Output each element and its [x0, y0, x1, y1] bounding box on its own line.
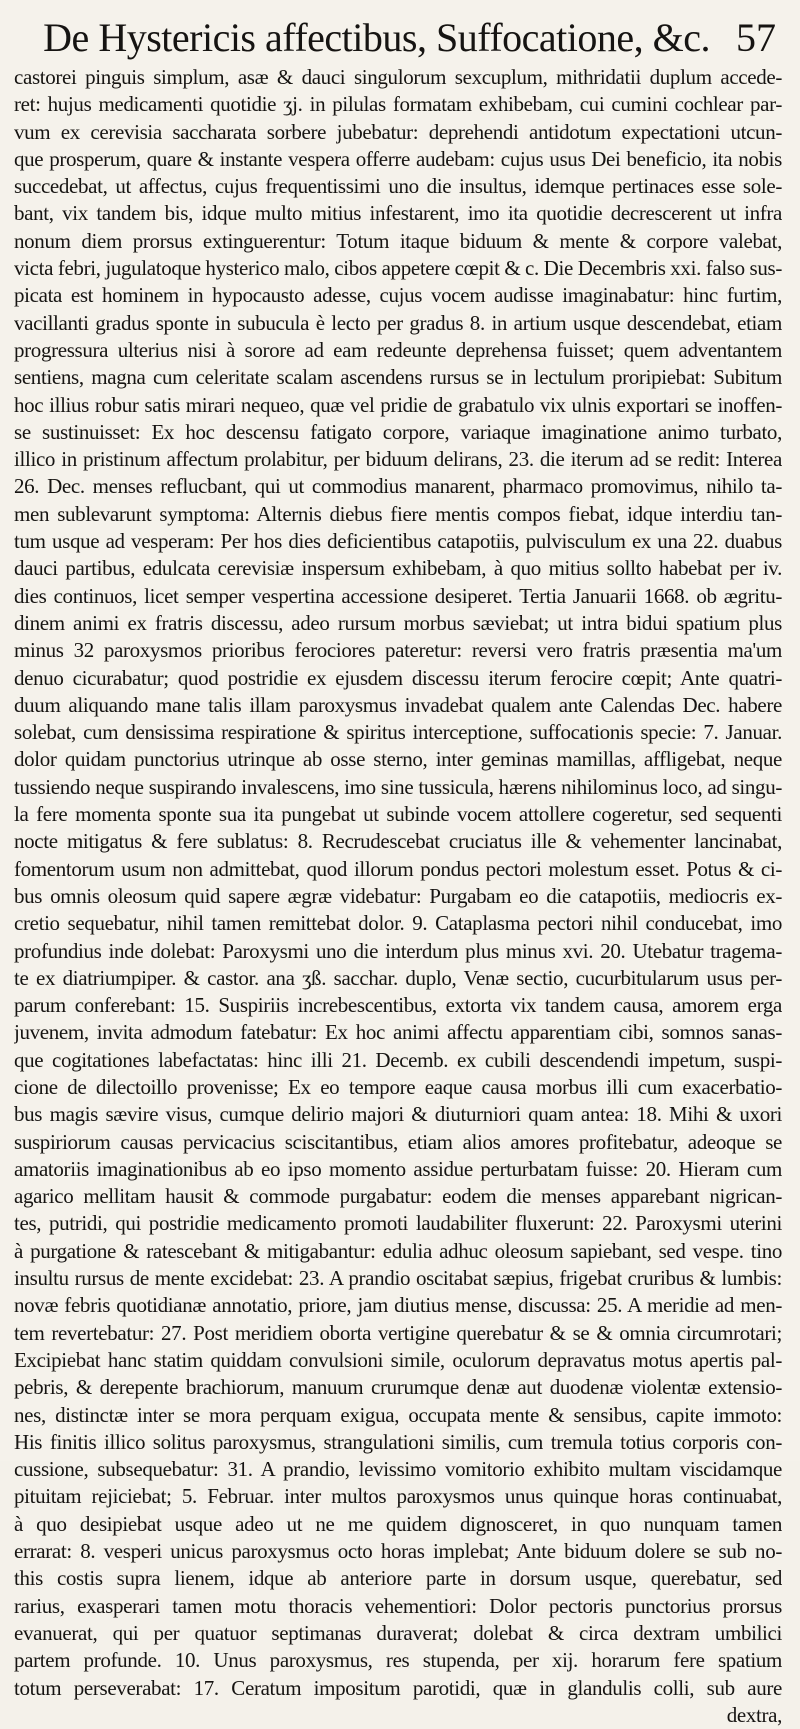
text-line: se sustinuisset: Ex hoc descensu fatigato corpore, variaque imaginatione animo turbato,: [14, 419, 782, 444]
text-line: que cogitationes labefactatas: hinc illi 21. Decemb. ex cubili descendendi impetum, suspi-: [14, 1047, 782, 1072]
text-line: cretio sequebatur, nihil tamen remittebat dolor. 9. Cataplasma pectori nihil conducebat, imo: [14, 911, 782, 936]
text-line: illico in pristinum affectum prolabitur, per biduum delirans, 23. die iterum ad se redit: Interea: [14, 447, 782, 472]
text-line: dauci partibus, edulcata cerevisiæ inspersum exhibebam, à quo mitius sollto habebat per iv.: [14, 556, 782, 581]
text-line: tum usque ad vesperam: Per hos dies deficientibus catapotiis, pulvisculum ex una 22. duabus: [14, 529, 782, 554]
text-line: castorei pinguis simplum, asæ & dauci singulorum sexcuplum, mithridatii duplum accede-: [14, 65, 782, 89]
text-line: picata est hominem in hypocausto adesse, cujus vocem audisse imaginabatur: hinc furtim,: [14, 283, 782, 308]
text-line: profundius inde dolebat: Paroxysmi uno die interdum plus minus xvi. 20. Utebatur tragema-: [14, 938, 782, 963]
page-header: [14, 14, 782, 64]
text-line: à quo desipiebat usque adeo ut ne me quidem dignosceret, in quo nunquam tamen: [14, 1511, 782, 1536]
text-line: nonum diem prorsus extinguerentur: Totum itaque biduum & mente & corpore valebat,: [14, 228, 782, 253]
text-line: parum conferebant: 15. Suspiriis increbescentibus, extorta vix tandem causa, amorem erga: [14, 993, 782, 1018]
text-line: tem revertebatur: 27. Post meridiem oborta vertigine querebatur & se & omnia circumrotari;: [14, 1320, 782, 1345]
text-line: denuo cicurabatur; quod postridie ex ejusdem discessu iterum ferocire cœpit; Ante quatri-: [14, 665, 782, 690]
text-line: succedebat, ut affectus, cujus frequentissimi uno die insultus, idemque pertinaces esse sole-: [14, 174, 782, 199]
text-line: bus omnis oleosum quid sapere ægræ videbatur: Purgabam eo die catapotiis, mediocris ex-: [14, 883, 782, 908]
text-line: minus 32 paroxysmos prioribus ferociores pateretur: reversi vero fratris præsentia ma'um: [14, 638, 782, 663]
body-text: [14, 64, 782, 1729]
text-line: que prosperum, quare & instante vespera offerre audebam: cujus usus Dei beneficio, ita nobis: [14, 146, 782, 171]
text-line: agarico mellitam hausit & commode purgabatur: eodem die menses apparebant nigrican-: [14, 1184, 782, 1209]
text-line: pebris, & derepente brachiorum, manuum crurumque denæ aut duodenæ violentæ extensio-: [14, 1375, 782, 1400]
text-line: la fere momenta sponte sua ita pungebat ut subinde vocem attollere cogeretur, sed sequenti: [14, 802, 782, 827]
text-line: te ex diatriumpiper. & castor. ana ʒß. sacchar. duplo, Venæ sectio, cucurbitularum usus per-: [14, 965, 782, 990]
text-line: solebat, cum densissima respiratione & spiritus interceptione, suffocationis specie: 7. Januar.: [14, 720, 782, 745]
text-line: progressura ulterius nisi à sorore ad eam redeunte deprehensa fuisset; quem adventantem: [14, 337, 782, 362]
text-line: His finitis illico solitus paroxysmus, strangulationi similis, cum tremula totius corporis con-: [14, 1429, 782, 1454]
text-line: sentiens, magna cum celeritate scalam ascendens rursus se in lectulum proripiebat: Subitum: [14, 365, 782, 390]
text-line: cione de dilectoillo provenisse; Ex eo tempore eaque causa morbus illi cum exacerbatio-: [14, 1074, 782, 1099]
text-line: hoc illius robur satis mirari nequeo, quæ vel pridie de grabatulo vix ulnis exportari se inoffen-: [14, 392, 782, 417]
text-line: totum perseverabat: 17. Ceratum impositum parotidi, quæ in glandulis colli, sub aure: [14, 1675, 782, 1700]
text-line: tussiendo neque suspirando invalescens, imo sine tussicula, hærens nihilominus loco, ad singu-: [14, 774, 782, 799]
text-line: ret: hujus medicamenti quotidie ʒj. in pilulas formatam exhibebam, cui cumini cochlear par-: [14, 92, 782, 117]
text-line: bus magis sævire visus, cumque delirio majori & diuturniori quam antea: 18. Mihi & uxori: [14, 1102, 782, 1127]
text-line: insultu rursus de mente excidebat: 23. A prandio oscitabat sæpius, frigebat cruribus & lumbis:: [14, 1266, 782, 1291]
text-line: nes, distinctæ inter se mora perquam exigua, occupata mente & sensibus, capite immoto:: [14, 1402, 782, 1427]
text-line: cussione, subsequebatur: 31. A prandio, levissimo vomitorio exhibito multam viscidamque: [14, 1457, 782, 1482]
text-line: juvenem, invita admodum fatebatur: Ex hoc animi affectu apparentiam cibi, somnos sanas-: [14, 1020, 782, 1045]
text-line: Excipiebat hanc statim quiddam convulsioni simile, oculorum depravatus motus apertis pal-: [14, 1347, 782, 1372]
text-line: bant, vix tandem bis, idque multo mitius infestarent, imo ita quotidie decrescerent ut infra: [14, 201, 782, 226]
text-line: men sublevarunt symptoma: Alternis diebus fiere mentis compos fiebat, idque interdiu tan-: [14, 501, 782, 526]
page-number: 57: [736, 15, 776, 60]
text-line: suspiriorum causas pervicacius sciscitantibus, etiam alios amores profitebatur, adeoque se: [14, 1129, 782, 1154]
text-line: nocte mitigatus & fere sublatus: 8. Recrudescebat cruciatus ille & vehementer lancinabat,: [14, 829, 782, 854]
text-line: à purgatione & ratescebant & mitigabantur: edulia adhuc oleosum sapiebant, sed vespe. tino: [14, 1238, 782, 1263]
text-line: 26. Dec. menses reflucbant, qui ut commodius manarent, pharmaco promovimus, nihilo ta-: [14, 474, 782, 499]
text-line: fomentorum usum non admittebat, quod illorum pondus pectori molestum esset. Potus & ci-: [14, 856, 782, 881]
text-line: pituitam rejiciebat; 5. Februar. inter multos paroxysmos unus quinque horas continuabat,: [14, 1484, 782, 1509]
text-line: partem profunde. 10. Unus paroxysmus, res stupenda, per xij. horarum fere spatium: [14, 1648, 782, 1673]
text-line: errarat: 8. vesperi unicus paroxysmus octo horas implebat; Ante biduum dolere se sub no-: [14, 1539, 782, 1564]
text-line: dinem animi ex fratris discessu, adeo rursum morbus sæviebat; ut intra bidui spatium plus: [14, 610, 782, 635]
text-line: victa febri, jugulatoque hysterico malo, cibos appetere cœpit & c. Die Decembris xxi. falso sus-: [14, 256, 782, 281]
text-line: duum aliquando mane talis illam paroxysmus invadebat qualem ante Calendas Dec. habere: [14, 692, 782, 717]
text-line: tes, putridi, qui postridie medicamento promoti laudabiliter fluxerunt: 22. Paroxysmi uterini: [14, 1211, 782, 1236]
text-line: this costis supra lienem, idque ab anteriore parte in dorsum usque, querebatur, sed: [14, 1566, 782, 1591]
text-line: novæ febris quotidianæ annotatio, priore, jam diutius mense, discussa: 25. A meridie ad men-: [14, 1293, 782, 1318]
text-line: dies continuos, licet semper vespertina accessione desiperet. Tertia Januarii 1668. ob ægritu-: [14, 583, 782, 608]
text-line: rarius, exasperari tamen motu thoracis vehementiori: Dolor pectoris punctorius prorsus: [14, 1593, 782, 1618]
text-line: dolor quidam punctorius utrinque ab osse sterno, inter geminas mamillas, affligebat, neque: [14, 747, 782, 772]
text-line: vacillanti gradus sponte in subucula è lecto per gradus 8. in artium usque descendebat, etiam: [14, 310, 782, 335]
running-title: De Hystericis affectibus, Suffocatione, &c.: [43, 15, 710, 60]
text-line: vum ex cerevisia saccharata sorbere jubebatur: deprehendi antidotum expectationi utcun-: [14, 119, 782, 144]
text-line: dextra,: [726, 1702, 782, 1727]
text-line: amatoriis imaginationibus ab eo ipso momento assidue perturbatam fuisse: 20. Hieram cum: [14, 1156, 782, 1181]
text-line: evanuerat, qui per quatuor septimanas duraverat; dolebat & circa dextram umbilici: [14, 1620, 782, 1645]
